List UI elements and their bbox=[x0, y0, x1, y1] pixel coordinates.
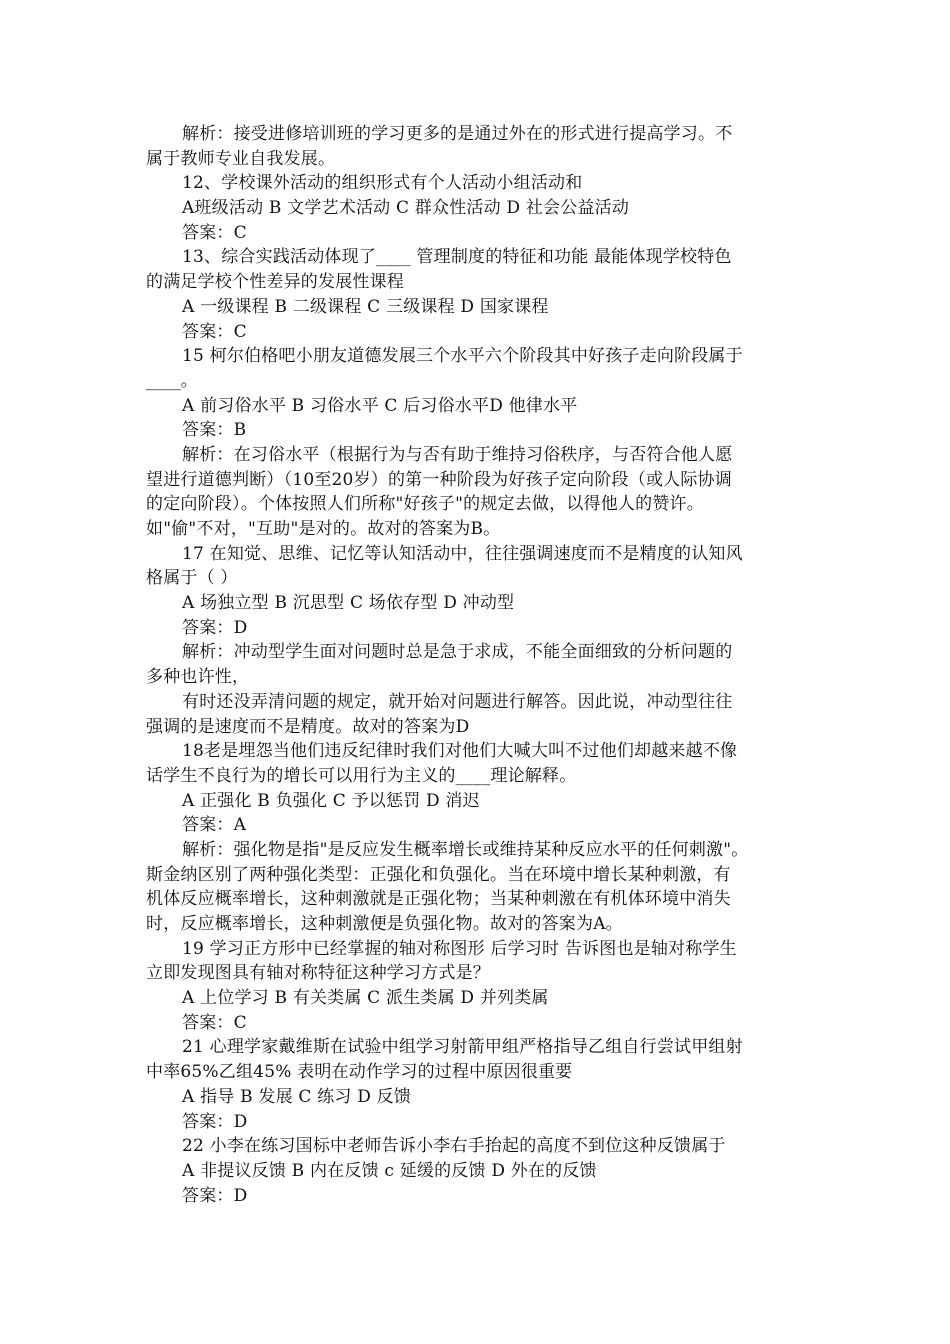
text-line: 多种也许性， bbox=[146, 667, 250, 688]
text-line: 答案：C bbox=[182, 1012, 247, 1033]
text-line: A 一级课程 B 二级课程 C 三级课程 D 国家课程 bbox=[182, 296, 549, 317]
text-line: 解析：接受进修培训班的学习更多的是通过外在的形式进行提高学习。不 bbox=[182, 124, 733, 144]
text-line: 属于教师专业自我发展。 bbox=[146, 148, 336, 169]
text-line: 中率65%乙组45% 表明在动作学习的过程中原因很重要 bbox=[146, 1062, 573, 1083]
text-line: 解析：在习俗水平（根据行为与否有助于维持习俗秩序，与否符合他人愿 bbox=[182, 444, 733, 465]
text-line: 的定向阶段）。个体按照人们所称"好孩子"的规定去做，以得他人的赞许。 bbox=[146, 494, 704, 515]
text-line: 斯金纳区别了两种强化类型：正强化和负强化。当在环境中增长某种刺激，有 bbox=[146, 864, 731, 885]
text-line: A 指导 B 发展 C 练习 D 反馈 bbox=[182, 1086, 412, 1107]
text-line: 解析：冲动型学生面对问题时总是急于求成，不能全面细致的分析问题的 bbox=[182, 642, 733, 663]
text-line: 答案：D bbox=[182, 1185, 248, 1206]
text-line: 21 心理学家戴维斯在试验中组学习射箭甲组严格指导乙组自行尝试甲组射 bbox=[182, 1037, 743, 1058]
text-line: 22 小李在练习国标中老师告诉小李右手抬起的高度不到位这种反馈属于 bbox=[182, 1136, 726, 1157]
document-body bbox=[146, 122, 816, 1208]
text-line: 答案：A bbox=[182, 815, 247, 836]
text-line: 答案：D bbox=[182, 1111, 248, 1132]
text-line: 机体反应概率增长，这种刺激就是正强化物；当某种刺激在有机体环境中消失 bbox=[146, 889, 731, 910]
text-line: ____。 bbox=[146, 370, 198, 391]
text-line: A 正强化 B 负强化 C 予以惩罚 D 消迟 bbox=[182, 790, 480, 811]
text-line: 有时还没弄清问题的规定，就开始对问题进行解答。因此说，冲动型往往 bbox=[182, 691, 733, 712]
text-line: 如"偷"不对，"互助"是对的。故对的答案为B。 bbox=[146, 519, 501, 539]
text-line: A 场独立型 B 沉思型 C 场依存型 D 冲动型 bbox=[182, 593, 515, 614]
text-line: A 前习俗水平 B 习俗水平 C 后习俗水平D 他律水平 bbox=[182, 395, 578, 416]
text-line: 19 学习正方形中已经掌握的轴对称图形 后学习时 告诉图也是轴对称学生 bbox=[182, 938, 737, 959]
text-line: 答案：B bbox=[182, 420, 247, 441]
text-line: A班级活动 B 文学艺术活动 C 群众性活动 D 社会公益活动 bbox=[182, 198, 630, 219]
text-line: 时，反应概率增长，这种刺激便是负强化物。故对的答案为A。 bbox=[146, 914, 623, 934]
text-line: 强调的是速度而不是精度。故对的答案为D bbox=[146, 716, 470, 737]
text-line: 立即发现图具有轴对称特征这种学习方式是？ bbox=[146, 963, 490, 984]
text-line: 15 柯尔伯格吧小朋友道德发展三个水平六个阶段其中好孩子走向阶段属于 bbox=[182, 346, 743, 367]
text-line: 17 在知觉、思维、记忆等认知活动中，往往强调速度而不是精度的认知风 bbox=[182, 543, 743, 564]
text-line: 13、综合实践活动体现了____ 管理制度的特征和功能 最能体现学校特色 bbox=[182, 247, 732, 268]
text-line: A 上位学习 B 有关类属 C 派生类属 D 并列类属 bbox=[182, 988, 549, 1009]
text-line: 的满足学校个性差异的发展性课程 bbox=[146, 272, 404, 293]
text-line: 话学生不良行为的增长可以用行为主义的____理论解释。 bbox=[146, 765, 577, 786]
text-line: 格属于（ ） bbox=[146, 568, 238, 589]
text-line: 12、学校课外活动的组织形式有个人活动小组活动和 bbox=[182, 173, 583, 194]
text-line: 答案：C bbox=[182, 222, 247, 243]
text-line: A 非提议反馈 B 内在反馈 c 延缓的反馈 D 外在的反馈 bbox=[182, 1160, 597, 1181]
text-line: 答案：D bbox=[182, 617, 248, 638]
text-line: 答案：C bbox=[182, 321, 247, 342]
text-line: 望进行道德判断）（10至20岁）的第一种阶段为好孩子定向阶段（或人际协调 bbox=[146, 469, 732, 490]
text-line: 18老是埋怨当他们违反纪律时我们对他们大喊大叫不过他们却越来越不像 bbox=[182, 741, 738, 762]
text-line: 解析：强化物是指"是反应发生概率增长或维持某种反应水平的任何刺激"。 bbox=[182, 839, 749, 860]
